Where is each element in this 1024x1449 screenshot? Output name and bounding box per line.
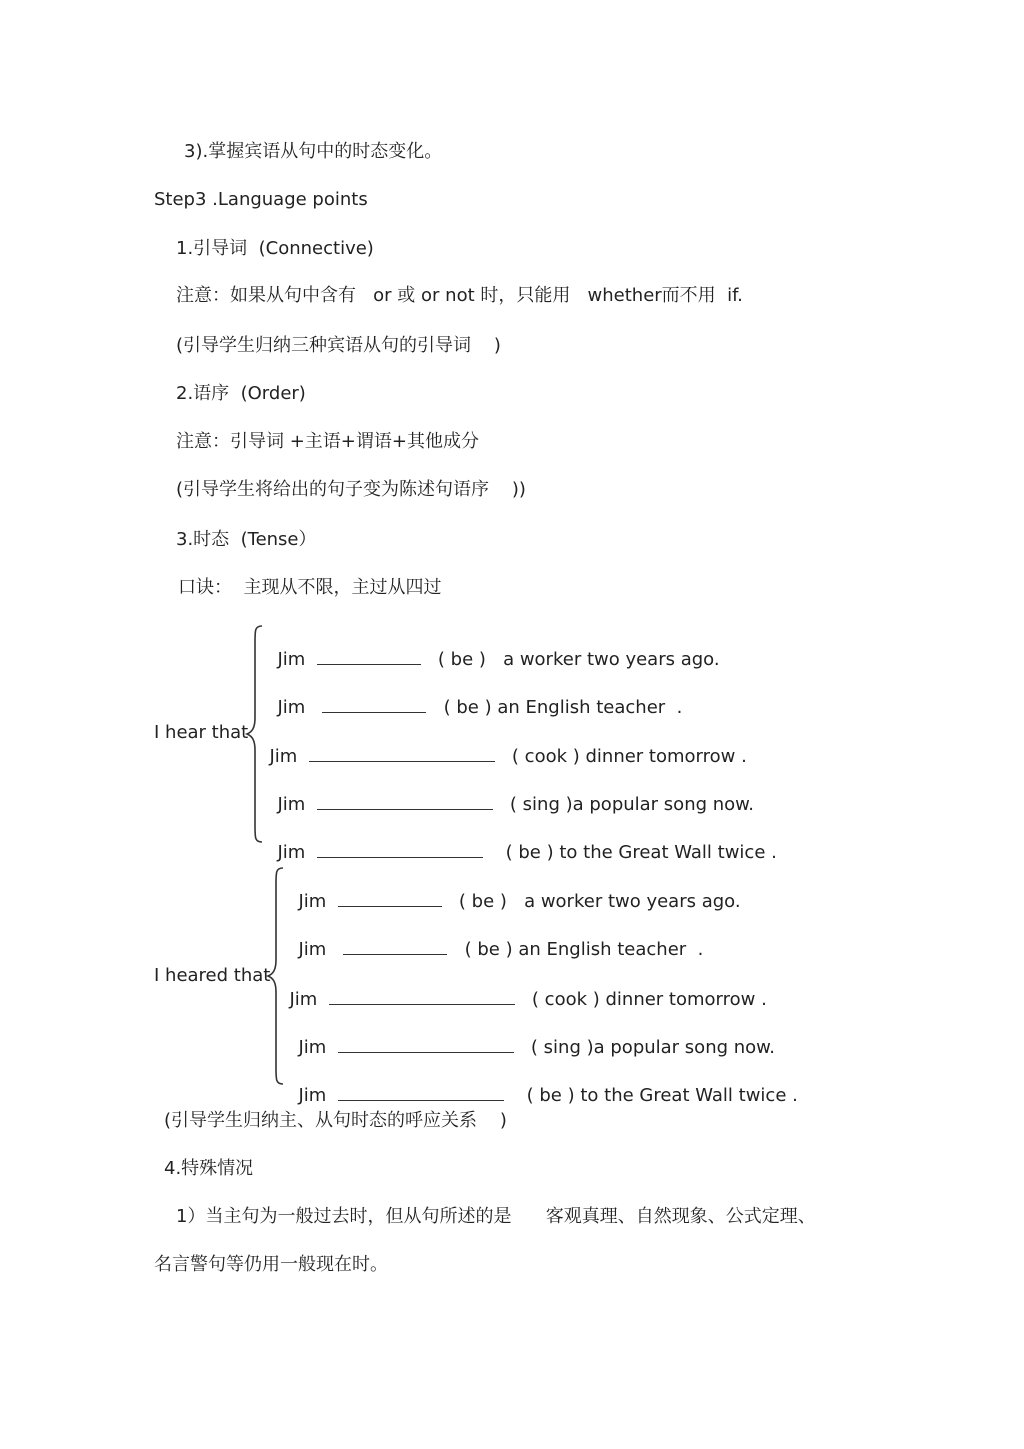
special-case-1: 1）当主句为一般过去时，但从句所述的是 客观真理、自然现象、公式定理、	[176, 1206, 816, 1227]
connective-heading: 1.引导词 (Connective)	[176, 238, 374, 259]
verb-hint: ( cook ) dinner tomorrow .	[531, 989, 767, 1010]
lead-past: I heared that	[154, 965, 271, 986]
connective-task: (引导学生归纳三种宾语从句的引导词 )	[176, 335, 501, 356]
answer-blank[interactable]	[317, 648, 421, 665]
mnemonic-line: 口诀： 主现从不限，主过从四过	[178, 577, 442, 598]
answer-blank[interactable]	[343, 938, 447, 955]
subject: Jim	[277, 697, 306, 718]
answer-blank[interactable]	[322, 696, 426, 713]
sentence-row	[266, 624, 720, 672]
verb-hint: ( be ) an English teacher .	[464, 939, 704, 960]
sentence-row	[266, 817, 777, 865]
tense-heading: 3.时态 (Tense）	[176, 529, 317, 550]
answer-blank[interactable]	[317, 841, 483, 858]
verb-hint: ( be ) to the Great Wall twice .	[505, 842, 777, 863]
sentence-row	[278, 964, 767, 1012]
sentence-row	[266, 672, 682, 720]
verb-hint: ( be ) to the Great Wall twice .	[526, 1085, 798, 1106]
subject: Jim	[277, 649, 306, 670]
order-task: (引导学生将给出的句子变为陈述句语序 ))	[176, 479, 526, 500]
sentence-row	[287, 914, 703, 962]
lead-present: I hear that	[154, 722, 249, 743]
tense-task: (引导学生归纳主、从句时态的呼应关系 )	[164, 1110, 507, 1131]
step3-heading: Step3 .Language points	[154, 189, 368, 210]
subject: Jim	[277, 842, 306, 863]
subject: Jim	[277, 794, 306, 815]
special-case-1-cont: 名言警句等仍用一般现在时。	[154, 1254, 388, 1275]
subject: Jim	[298, 1037, 327, 1058]
subject: Jim	[298, 1085, 327, 1106]
sentence-row	[287, 866, 741, 914]
subject: Jim	[269, 746, 298, 767]
sentence-row	[266, 769, 754, 817]
verb-hint: ( be ) a worker two years ago.	[437, 649, 720, 670]
sentence-row	[287, 1012, 775, 1060]
subject: Jim	[298, 891, 327, 912]
answer-blank[interactable]	[338, 1084, 504, 1101]
special-heading: 4.特殊情况	[164, 1158, 254, 1179]
answer-blank[interactable]	[317, 793, 493, 810]
sentence-row	[287, 1060, 798, 1108]
subject: Jim	[298, 939, 327, 960]
subject: Jim	[289, 989, 318, 1010]
tense-goal-line: 3).掌握宾语从句中的时态变化。	[184, 141, 443, 162]
verb-hint: ( sing )a popular song now.	[530, 1037, 775, 1058]
sentence-row	[258, 721, 747, 769]
answer-blank[interactable]	[329, 988, 515, 1005]
order-heading: 2.语序 (Order)	[176, 383, 306, 404]
order-note: 注意：引导词 +主语+谓语+其他成分	[176, 431, 479, 452]
verb-hint: ( cook ) dinner tomorrow .	[511, 746, 747, 767]
connective-note: 注意：如果从句中含有 or 或 or not 时，只能用 whether而不用 if.	[176, 285, 743, 306]
answer-blank[interactable]	[338, 890, 442, 907]
answer-blank[interactable]	[338, 1036, 514, 1053]
answer-blank[interactable]	[309, 745, 495, 762]
verb-hint: ( be ) a worker two years ago.	[458, 891, 741, 912]
verb-hint: ( be ) an English teacher .	[443, 697, 683, 718]
verb-hint: ( sing )a popular song now.	[509, 794, 754, 815]
